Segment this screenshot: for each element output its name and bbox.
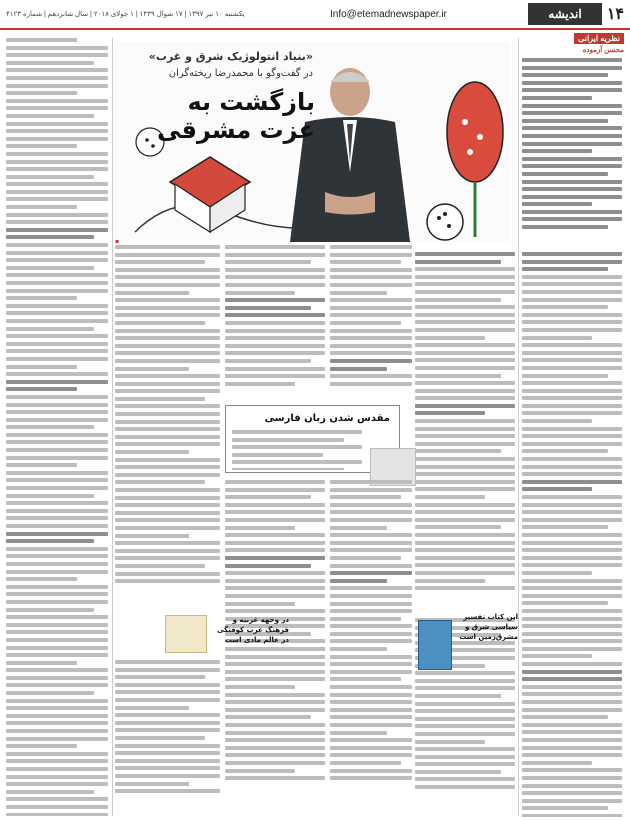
intro-column bbox=[522, 58, 622, 248]
hero-subtitle: در گفت‌وگو با محمدرضا ریخته‌گران bbox=[168, 68, 313, 79]
pullquote-left: در وجهه غربیه و فرهنگ غرب کوفتگی در عالم مادی است bbox=[217, 616, 289, 644]
masthead bbox=[0, 0, 630, 30]
email-link[interactable]: Info@etemadnewspaper.ir bbox=[330, 9, 447, 20]
hero-illustration bbox=[115, 42, 510, 242]
left-column bbox=[6, 38, 108, 816]
page-number: ۱۴ bbox=[606, 6, 624, 23]
body-column-9 bbox=[115, 660, 220, 816]
body-column-2 bbox=[415, 252, 515, 612]
body-column-3 bbox=[330, 245, 412, 400]
body-column-7 bbox=[330, 480, 412, 815]
author-name: محسن آزموده bbox=[582, 47, 624, 54]
box-text bbox=[232, 430, 362, 470]
column-divider bbox=[518, 38, 519, 816]
book-cover bbox=[418, 620, 452, 670]
body-column-1 bbox=[522, 252, 622, 817]
body-column-4 bbox=[225, 245, 325, 400]
section-title: اندیشه bbox=[528, 3, 602, 25]
pullquote-center: این کتاب تفسیر سیاسی شرق و مشرق‌زمین است bbox=[459, 613, 518, 641]
body-column-6 bbox=[225, 480, 325, 815]
hero-kicker: «بنیاد انتولوژیک شرق و غرب» bbox=[148, 50, 313, 63]
body-column-5 bbox=[115, 245, 220, 610]
hero-title: بازگشت به عزت مشرقی bbox=[156, 88, 315, 144]
column-divider bbox=[112, 38, 113, 816]
section-tag: نظریه ایرانی bbox=[574, 33, 624, 44]
box-title: مقدس شدن زبان فارسی bbox=[264, 413, 390, 424]
photo-credit: ▪ bbox=[115, 238, 120, 245]
date-line: یکشنبه ۱۰ تیر ۱۳۹۷ | ۱۷ شوال ۱۴۳۹ | ۱ جولای ۲۰۱۸ | سال شانزدهم | شماره ۴۱۲۳ bbox=[6, 11, 245, 18]
hegel-portrait bbox=[165, 615, 207, 653]
